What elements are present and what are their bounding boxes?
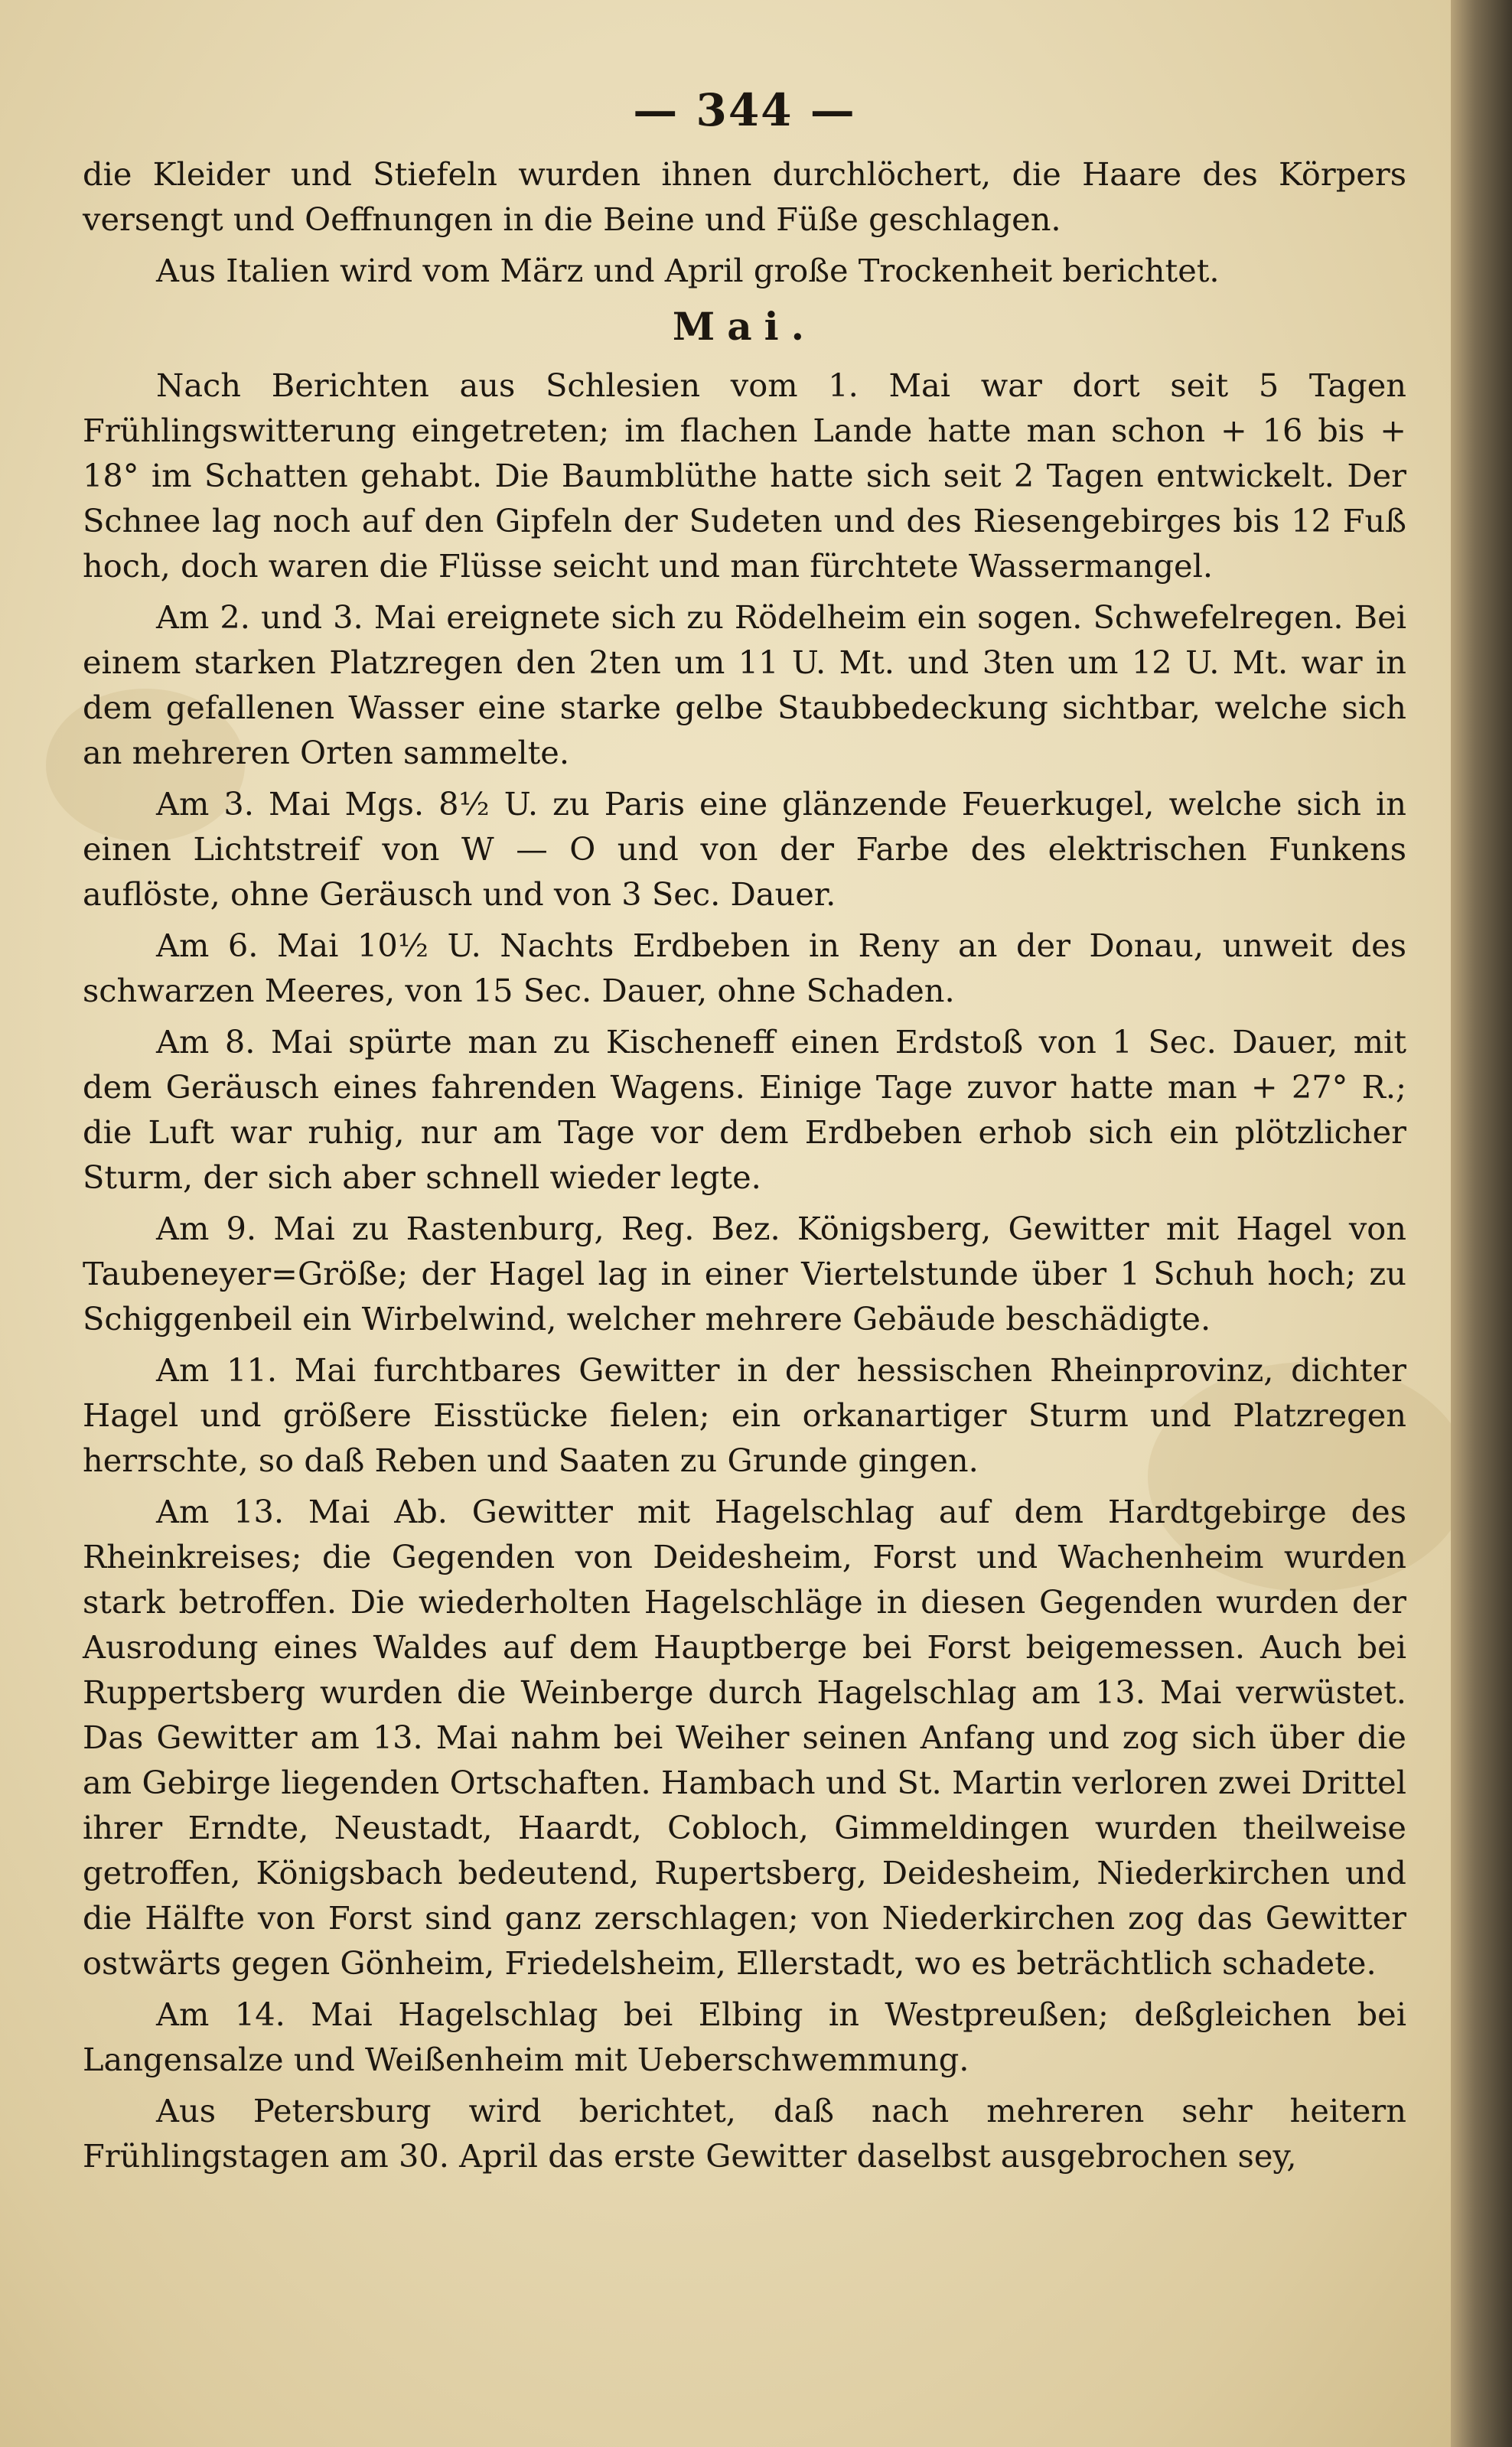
paragraph-italy: Aus Italien wird vom März und April große Trockenheit berichtet. [156,252,1220,289]
entry-paragraph: Aus Petersburg wird berichtet, daß nach mehreren sehr heitern Frühlingstagen am 30. April das erste Gewitter daselbst ausgebrochen sey, [83,2092,1406,2175]
entry-paragraph: Am 3. Mai Mgs. 8½ U. zu Paris eine glänzende Feuerkugel, welche sich in einen Lichtstreif von W — O und von der Farbe des elektrischen Funkens auflöste, ohne Geräusch und von 3 Sec. Dauer. [83,785,1406,913]
book-gutter-shadow [1451,0,1512,2447]
month-heading: Mai. [672,304,817,349]
page-number: — 344 — [633,84,856,136]
entry-paragraph: Am 2. und 3. Mai ereignete sich zu Rödelheim ein sogen. Schwefelregen. Bei einem starken Platzregen den 2ten um 11 U. Mt. und 3ten um 12 U. Mt. war in dem gefallenen Wasser eine starke gelbe Staubbedeckung sichtbar, welche sich an mehreren Orten sammelte. [83,598,1406,771]
entry-paragraph: Am 6. Mai 10½ U. Nachts Erdbeben in Reny an der Donau, unweit des schwarzen Meeres, von 15 Sec. Dauer, ohne Schaden. [83,927,1406,1009]
entry-paragraph: Am 14. Mai Hagelschlag bei Elbing in Westpreußen; deßgleichen bei Langensalze und Weißenheim mit Ueberschwemmung. [83,1996,1406,2078]
entry-paragraph: Nach Berichten aus Schlesien vom 1. Mai war dort seit 5 Tagen Frühlingswitterung eingetreten; im flachen Lande hatte man schon + 16 bis + 18° im Schatten gehabt. Die Baumblüthe hatte sich seit 2 Tagen entwickelt. Der Schnee lag noch auf den Gipfeln der Sudeten und des Riesengebirges bis 12 Fuß hoch, doch waren die Flüsse seicht und man fürchtete Wassermangel. [83,367,1406,585]
paragraph-continuation: die Kleider und Stiefeln wurden ihnen durchlöchert, die Haare des Körpers versengt und Oeffnungen in die Beine und Füße geschlagen. [83,155,1406,238]
entry-paragraph: Am 8. Mai spürte man zu Kischeneff einen Erdstoß von 1 Sec. Dauer, mit dem Geräusch eines fahrenden Wagens. Einige Tage zuvor hatte man + 27° R.; die Luft war ruhig, nur am Tage vor dem Erdbeben erhob sich ein plötzlicher Sturm, der sich aber schnell wieder legte. [83,1023,1406,1196]
entry-paragraph: Am 11. Mai furchtbares Gewitter in der hessischen Rheinprovinz, dichter Hagel und größere Eisstücke fielen; ein orkanartiger Sturm und Platzregen herrschte, so daß Reben und Saaten zu Grunde gingen. [83,1351,1406,1479]
entry-paragraph: Am 9. Mai zu Rastenburg, Reg. Bez. Königsberg, Gewitter mit Hagel von Taubeneyer=Größe; der Hagel lag in einer Viertelstunde über 1 Schuh hoch; zu Schiggenbeil ein Wirbelwind, welcher mehrere Gebäude beschädigte. [83,1210,1406,1338]
page-text [83,84,1406,2185]
entry-paragraph: Am 13. Mai Ab. Gewitter mit Hagelschlag auf dem Hardtgebirge des Rheinkreises; die Gegenden von Deidesheim, Forst und Wachenheim wurden stark betroffen. Die wiederholten Hagelschläge in diesen Gegenden wurden der Ausrodung eines Waldes auf dem Hauptberge bei Forst beigemessen. Auch bei Ruppertsberg wurden die Weinberge durch Hagelschlag am 13. Mai verwüstet. Das Gewitter am 13. Mai nahm bei Weiher seinen Anfang und zog sich über die am Gebirge liegenden Ortschaften. Hambach und St. Martin verloren zwei Drittel ihrer Erndte, Neustadt, Haardt, Cobloch, Gimmeldingen wurden theilweise getroffen, Königsbach bedeutend, Rupertsberg, Deidesheim, Niederkirchen und die Hälfte von Forst sind ganz zerschlagen; von Niederkirchen zog das Gewitter ostwärts gegen Gönheim, Friedelsheim, Ellerstadt, wo es beträchtlich schadete. [83,1493,1406,1982]
